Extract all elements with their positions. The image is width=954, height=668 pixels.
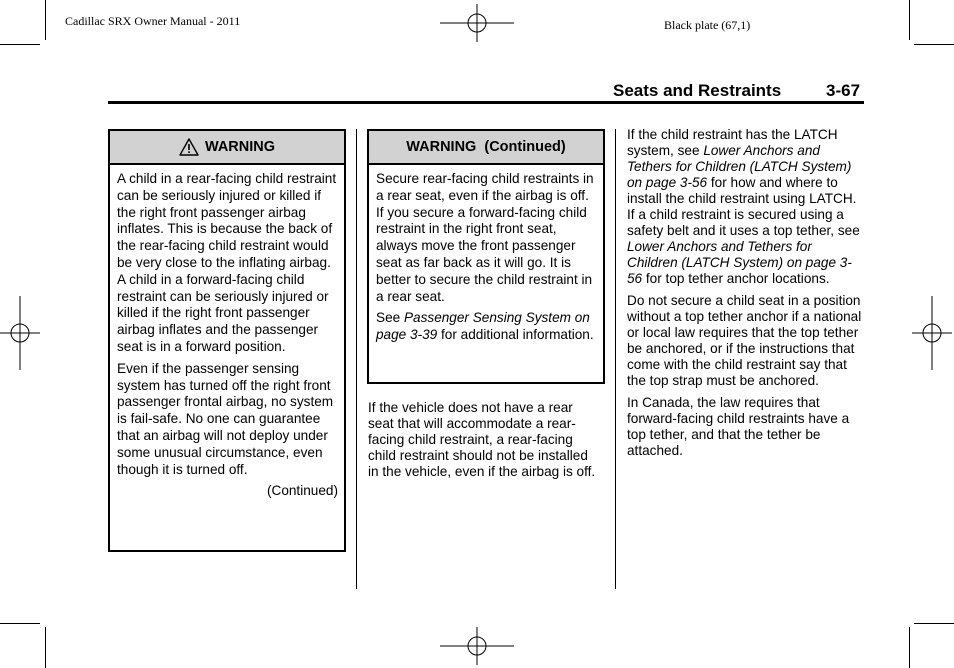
crop-mark	[45, 0, 46, 40]
continued-label: (Continued)	[266, 483, 338, 499]
crop-mark	[909, 0, 910, 40]
warning-triangle-icon	[179, 138, 199, 156]
crosshair-registration-icon	[440, 4, 514, 42]
header-rule	[108, 101, 864, 104]
warning-paragraph	[376, 310, 597, 344]
section-title: Seats and Restraints	[613, 81, 782, 100]
warning-box-continued	[367, 129, 605, 384]
manual-title: Cadillac SRX Owner Manual - 2011	[65, 14, 241, 28]
warning-title: WARNING (Continued)	[406, 139, 566, 155]
warning-box	[108, 129, 346, 552]
text: If the child restraint has the LATCH system, see	[627, 127, 838, 158]
cross-reference: Passenger Sensing System on page 3-39	[376, 310, 590, 343]
crop-mark	[914, 44, 954, 45]
column-divider	[615, 129, 616, 589]
body-paragraph	[627, 127, 863, 287]
crosshair-registration-icon	[440, 627, 514, 665]
warning-title: WARNING	[204, 139, 276, 155]
crop-mark	[909, 627, 910, 668]
crop-mark	[45, 627, 46, 668]
column-divider	[356, 129, 357, 589]
crosshair-registration-icon	[912, 296, 952, 370]
cross-reference: Lower Anchors and Tethers for Children (LATCH System) on page 3-56	[627, 239, 852, 286]
cross-reference: Lower Anchors and Tethers for Children (LATCH System) on page 3-56	[627, 143, 852, 190]
text: See	[376, 310, 404, 326]
plate-label: Black plate (67,1)	[664, 18, 751, 32]
warning-paragraph: Secure rear-facing child restraints in a rear seat, even if the airbag is off. If you secure a forward-facing child restraint in the right front seat, always move the front passenger seat as far back as it will go. It is better to secure the child restraint in a rear seat.	[376, 171, 594, 304]
crosshair-registration-icon	[0, 296, 40, 370]
column-2-text	[368, 400, 598, 486]
crop-mark	[0, 44, 40, 45]
crop-mark	[0, 623, 40, 624]
page-number: 3-67	[826, 81, 861, 100]
crop-mark	[914, 623, 954, 624]
warning-header	[110, 131, 344, 165]
text: for top tether anchor locations.	[642, 271, 830, 286]
column-3-text	[627, 127, 863, 465]
warning-header	[369, 131, 603, 165]
warning-body	[110, 165, 344, 500]
body-paragraph: If the vehicle does not have a rear seat that will accommodate a rear-facing child restraint, a rear-facing child restraint should not be installed in the vehicle, even if the airbag is off.	[368, 400, 596, 479]
warning-body	[369, 165, 603, 344]
text: for additional information.	[437, 327, 594, 343]
body-paragraph: Do not secure a child seat in a position without a top tether anchor if a national or local law requires that the top tether be anchored, or if the instructions that come with the child restraint say that the top strap must be anchored.	[627, 293, 862, 388]
text: for how and where to install the child restraint using LATCH. If a child restraint is secured using a safety belt and it uses a top tether, see	[627, 175, 860, 238]
warning-paragraph: A child in a rear-facing child restraint can be seriously injured or killed if the right front passenger airbag inflates. This is because the back of the rear-facing child restraint would be very close to the inflating airbag. A child in a forward-facing child restraint can be seriously injured or killed if the right front passenger airbag inflates and the passenger seat is in a forward position.	[117, 171, 337, 354]
body-paragraph: In Canada, the law requires that forward-facing child restraints have a top tether, and that the tether be attached.	[627, 395, 850, 458]
warning-paragraph: Even if the passenger sensing system has turned off the right front passenger frontal airbag, no system is fail-safe. No one can guarantee that an airbag will not deploy under some unusual circumstance, even though it is turned off.	[117, 360, 334, 477]
